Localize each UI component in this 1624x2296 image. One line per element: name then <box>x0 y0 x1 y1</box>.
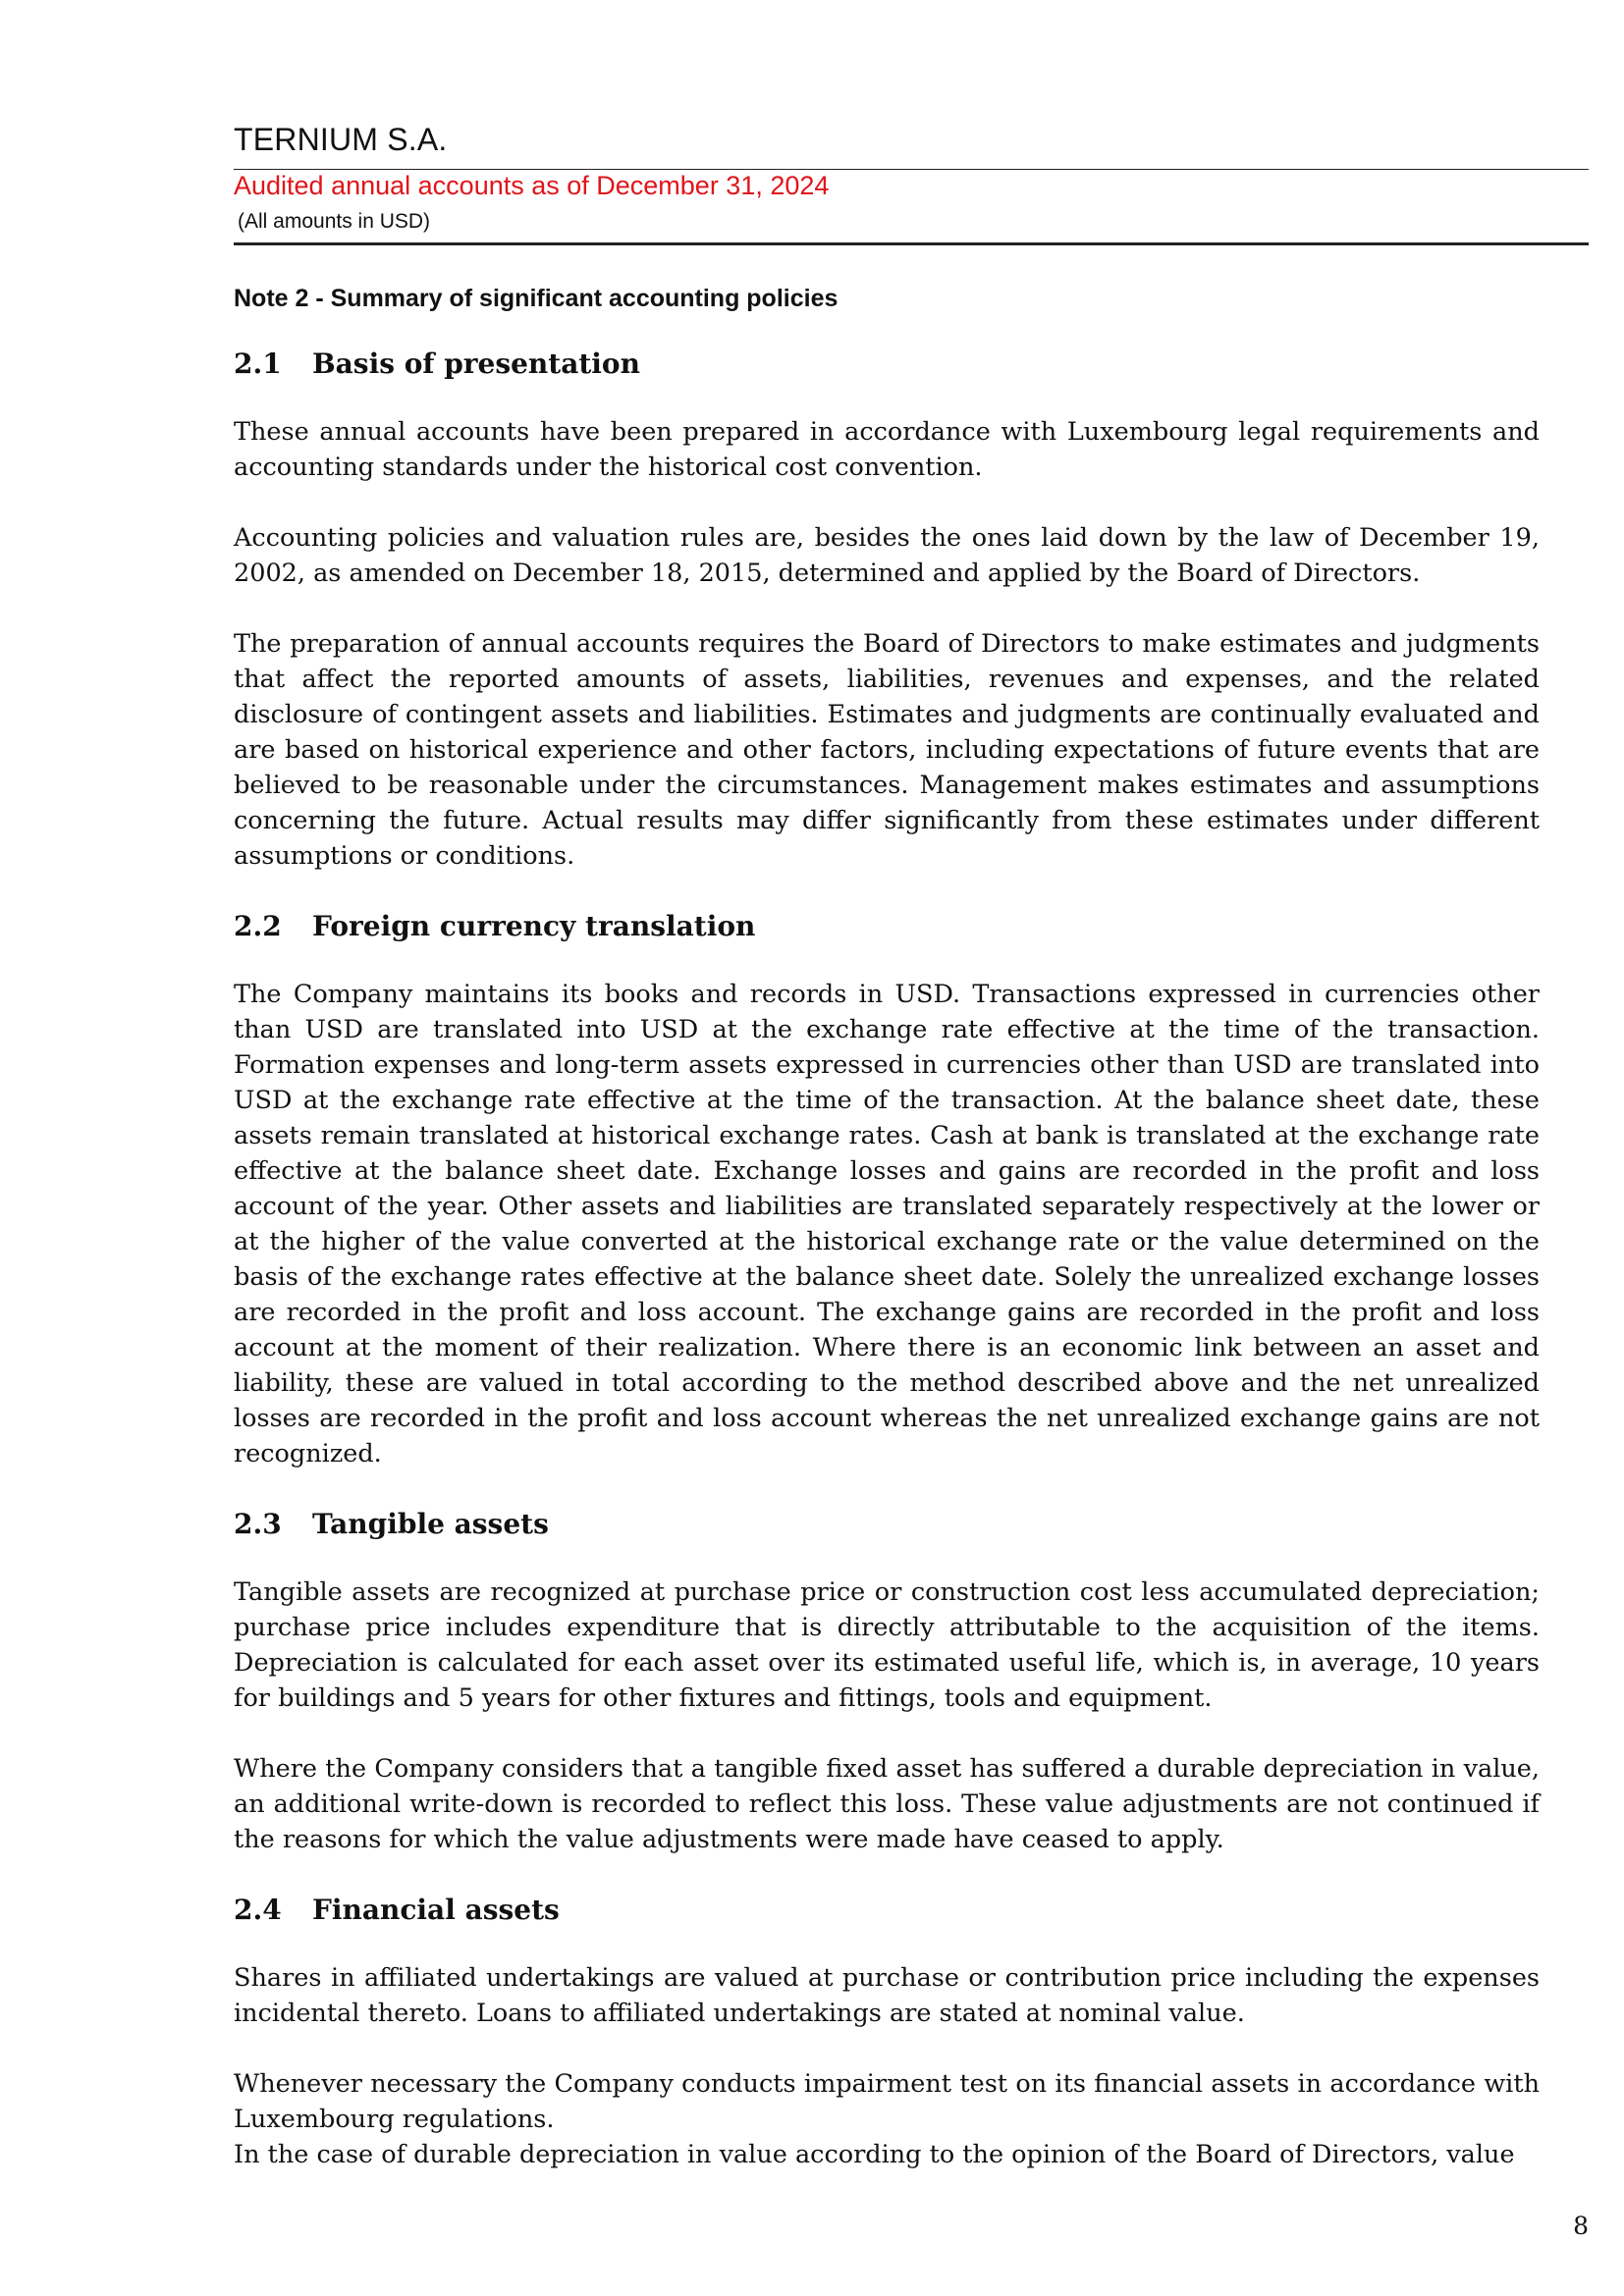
section-foreign-currency-translation <box>234 909 1540 1471</box>
section-title: Financial assets <box>312 1894 560 1926</box>
paragraph: Where the Company considers that a tangible fixed asset has suffered a durable depreciation in value, an additional write-down is recorded to reflect this loss. These value adjustments are not continued if the reasons for which the value adjustments were made have ceased to apply. <box>234 1754 1540 1854</box>
section-heading <box>234 1507 1540 1542</box>
section-number: 2.3 <box>234 1508 282 1540</box>
body-content <box>234 347 1540 2172</box>
amounts-note: (All amounts in USD) <box>238 210 431 233</box>
section-heading <box>234 347 1540 382</box>
paragraph: Whenever necessary the Company conducts impairment test on its financial assets in accordance with Luxembourg regulations. <box>234 2069 1540 2134</box>
section-number: 2.1 <box>234 347 282 380</box>
paragraph: In the case of durable depreciation in value according to the opinion of the Board of Directors, value <box>234 2140 1515 2169</box>
page-number: 8 <box>1573 2212 1589 2240</box>
header-rule-bottom <box>234 242 1589 245</box>
section-title: Basis of presentation <box>312 347 640 380</box>
section-title: Foreign currency translation <box>312 910 756 942</box>
paragraph: Accounting policies and valuation rules are, besides the ones laid down by the law of December 19, 2002, as amended on December 18, 2015, determined and applied by the Board of Directors. <box>234 523 1540 588</box>
section-heading <box>234 1893 1540 1928</box>
paragraph: Tangible assets are recognized at purchase price or construction cost less accumulated depreciation; purchase price includes expenditure that is directly attributable to the acquisition of the items. Depreciation is calculated for each asset over its estimated useful life, which is, in average, 10 years for buildings and 5 years for other fixtures and fittings, tools and equipment. <box>234 1577 1540 1713</box>
section-tangible-assets <box>234 1507 1540 1857</box>
company-name: TERNIUM S.A. <box>234 122 448 157</box>
document-subtitle: Audited annual accounts as of December 31, 2024 <box>234 171 830 200</box>
section-basis-of-presentation <box>234 347 1540 874</box>
paragraph: The Company maintains its books and records in USD. Transactions expressed in currencies other than USD are translated into USD at the exchange rate effective at the time of the transaction. Formation expenses and long-term assets expressed in currencies other than USD are translated into USD at the exchange rate effective at the time of the transaction. At the balance sheet date, these assets remain translated at historical exchange rates. Cash at bank is translated at the exchange rate effective at the balance sheet date. Exchange losses and gains are recorded in the profit and loss account of the year. Other assets and liabilities are translated separately respectively at the lower or at the higher of the value converted at the historical exchange rate or the value determined on the basis of the exchange rates effective at the balance sheet date. Solely the unrealized exchange losses are recorded in the profit and loss account. The exchange gains are recorded in the profit and loss account at the moment of their realization. Where there is an economic link between an asset and liability, these are valued in total according to the method described above and the net unrealized losses are recorded in the profit and loss account whereas the net unrealized exchange gains are not recognized. <box>234 980 1540 1468</box>
section-number: 2.4 <box>234 1894 282 1926</box>
header-rule-top <box>234 169 1589 170</box>
note-title: Note 2 - Summary of significant accounting policies <box>234 285 839 312</box>
paragraph: These annual accounts have been prepared in accordance with Luxembourg legal requirements and accounting standards under the historical cost convention. <box>234 417 1540 482</box>
section-heading <box>234 909 1540 944</box>
section-number: 2.2 <box>234 910 282 942</box>
paragraph: Shares in affiliated undertakings are valued at purchase or contribution price including the expenses incidental thereto. Loans to affiliated undertakings are stated at nominal value. <box>234 1963 1540 2028</box>
section-title: Tangible assets <box>312 1508 549 1540</box>
section-financial-assets <box>234 1893 1540 2172</box>
paragraph: The preparation of annual accounts requires the Board of Directors to make estimates and judgments that affect the reported amounts of assets, liabilities, revenues and expenses, and the related disclosure of contingent assets and liabilities. Estimates and judgments are continually evaluated and are based on historical experience and other factors, including expectations of future events that are believed to be reasonable under the circumstances. Management makes estimates and assumptions concerning the future. Actual results may differ significantly from these estimates under different assumptions or conditions. <box>234 629 1540 871</box>
